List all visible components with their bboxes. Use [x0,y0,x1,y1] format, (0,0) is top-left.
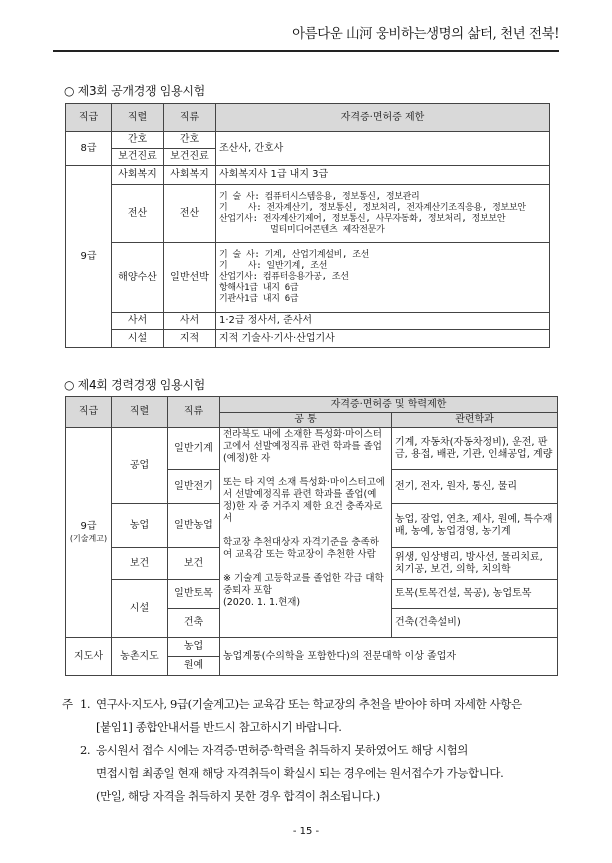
field-farming: 농업 [168,638,220,657]
note-1-line-1 [62,693,562,716]
cert-librarian: 1·2급 정사서, 준사서 [216,313,550,330]
cert-cadastral: 지적 기술사·기사·산업기사 [216,330,550,348]
dept-electric: 전기, 전자, 원자, 통신, 물리 [392,470,558,504]
field-health-clinic: 보건진료 [164,149,216,166]
field-civil: 일반토목 [168,580,220,609]
header-grade: 직급 [66,104,112,132]
note-1-text-1: 연구사·지도사, 9급(기술계고)는 교육감 또는 학교장의 추천을 받아야 하며 자세한 사항은 [96,697,522,711]
header-cert-education: 자격증·면허증 및 학력제한 [220,397,558,413]
grade-8: 8급 [66,132,112,166]
series-marine: 해양수산 [112,243,164,313]
note-2-text-2: 면접시험 최종일 현재 해당 자격취득이 확실시 되는 경우에는 원서접수가 가능합니다. [96,766,504,780]
section3-table [65,103,550,348]
field-nurse: 간호 [164,132,216,149]
field-cadastral: 지적 [164,330,216,348]
note-2-text-1: 응시원서 접수 시에는 자격증·면허증·학력을 취득하지 못하였어도 해당 시험의 [96,743,468,757]
dept-mechanics: 기계, 자동차(자동차정비), 운전, 판금, 용접, 배관, 기관, 인쇄공업, 계량 [392,428,558,470]
series-nurse: 간호 [112,132,164,149]
series-health-clinic: 보건진료 [112,149,164,166]
dept-architecture: 건축(건축설비) [392,609,558,638]
dept-agriculture: 농업, 잠업, 연초, 제사, 원예, 특수재배, 농예, 농업경영, 농기계 [392,504,558,548]
section3-title: ○ 제3회 공개경쟁 임용시험 [64,84,205,98]
note-2-text-3: (만일, 해당 자격을 취득하지 못한 경우 합격이 취소됩니다.) [96,789,380,803]
series-rural-guidance: 농촌지도 [112,638,168,676]
header-grade: 직급 [66,397,112,428]
header-series: 직렬 [112,397,168,428]
grade-9-label: 9급 [80,520,97,532]
cert-social-welfare: 사회복지사 1급 내지 3급 [216,166,550,185]
series-facility: 시설 [112,580,168,638]
field-horticulture: 원예 [168,657,220,676]
field-social-welfare: 사회복지 [164,166,216,185]
cert-marine: 기 술 사: 기계, 산업기계설비, 조선 기 사: 일반기계, 조선 산업기사: 컴퓨터응용가공, 조선 항해사1급 내지 6급 기관사1급 내지 6급 [216,243,550,313]
series-facility: 시설 [112,330,164,348]
series-it: 전산 [112,185,164,243]
header-field: 직류 [168,397,220,428]
grade-9-sub: (기술계고) [69,533,108,543]
field-librarian: 사서 [164,313,216,330]
document-header: 아름다운 山河 웅비하는생명의 삶터, 천년 전북! [292,26,559,42]
cert-guide: 농업계통(수의학을 포함한다)의 전문대학 이상 졸업자 [220,638,558,676]
dept-health: 위생, 임상병리, 방사선, 물리치료, 치기공, 보건, 의학, 치의학 [392,548,558,580]
field-general-agriculture: 일반농업 [168,504,220,548]
grade-9-technical [66,428,112,638]
field-it: 전산 [164,185,216,243]
grade-9: 9급 [66,166,112,348]
notes-label: 주 [62,697,73,711]
dept-civil: 토목(토목건설, 목공), 농업토목 [392,580,558,609]
series-social-welfare: 사회복지 [112,166,164,185]
field-architecture: 건축 [168,609,220,638]
field-health: 보건 [168,548,220,580]
series-industry: 공업 [112,428,168,504]
cert-it: 기 술 사: 컴퓨터시스템응용, 정보통신, 정보관리 기 사: 전자계산기, 정보통신, 정보처리, 전자계산기조직응용, 정보보안 산업기사: 전자계산기제어, 정보통신, 사무자동화, 정보처리, 정보보안 멀티미디어콘텐츠 제작전문가 [216,185,550,243]
field-general-electric: 일반전기 [168,470,220,504]
page-number: - 15 - [292,826,320,837]
series-librarian: 사서 [112,313,164,330]
header-field: 직류 [164,104,216,132]
note-2-number: 2. [80,743,91,757]
header-series: 직렬 [112,104,164,132]
header-common: 공 통 [220,413,392,428]
note-1-text-2: [붙임1] 종합안내서를 반드시 참고하시기 바랍니다. [96,720,342,734]
field-marine: 일반선박 [164,243,216,313]
series-agriculture: 농업 [112,504,168,548]
header-cert: 자격증·면허증 제한 [216,104,550,132]
note-2-line-1 [62,739,562,762]
section4-table [65,396,558,676]
field-general-mechanics: 일반기계 [168,428,220,470]
header-related-dept: 관련학과 [392,413,558,428]
header-divider [53,50,559,52]
note-1-number: 1. [80,697,91,711]
common-requirements: 전라북도 내에 소재한 특성화·마이스터고에서 선발예정직류 관련 학과를 졸업(예정)한 자 또는 타 지역 소재 특성화·마이스터고에서 선발예정직류 관련 학과를 졸업(예정)한 자 중 거주지 제한 요건 충족자로서 학교장 추천대상자 자격기준을 충족하여 교육감 또는 학교장이 추천한 사람 ※ 기술계 고등학교를 졸업한 각급 대학 중퇴자 포함 (2020. 1. 1.현재) [220,428,392,638]
grade-guide: 지도사 [66,638,112,676]
cert-nurse: 조산사, 간호사 [216,132,550,166]
section4-title: ○ 제4회 경력경쟁 임용시험 [64,378,205,392]
notes [62,693,562,808]
series-health: 보건 [112,548,168,580]
